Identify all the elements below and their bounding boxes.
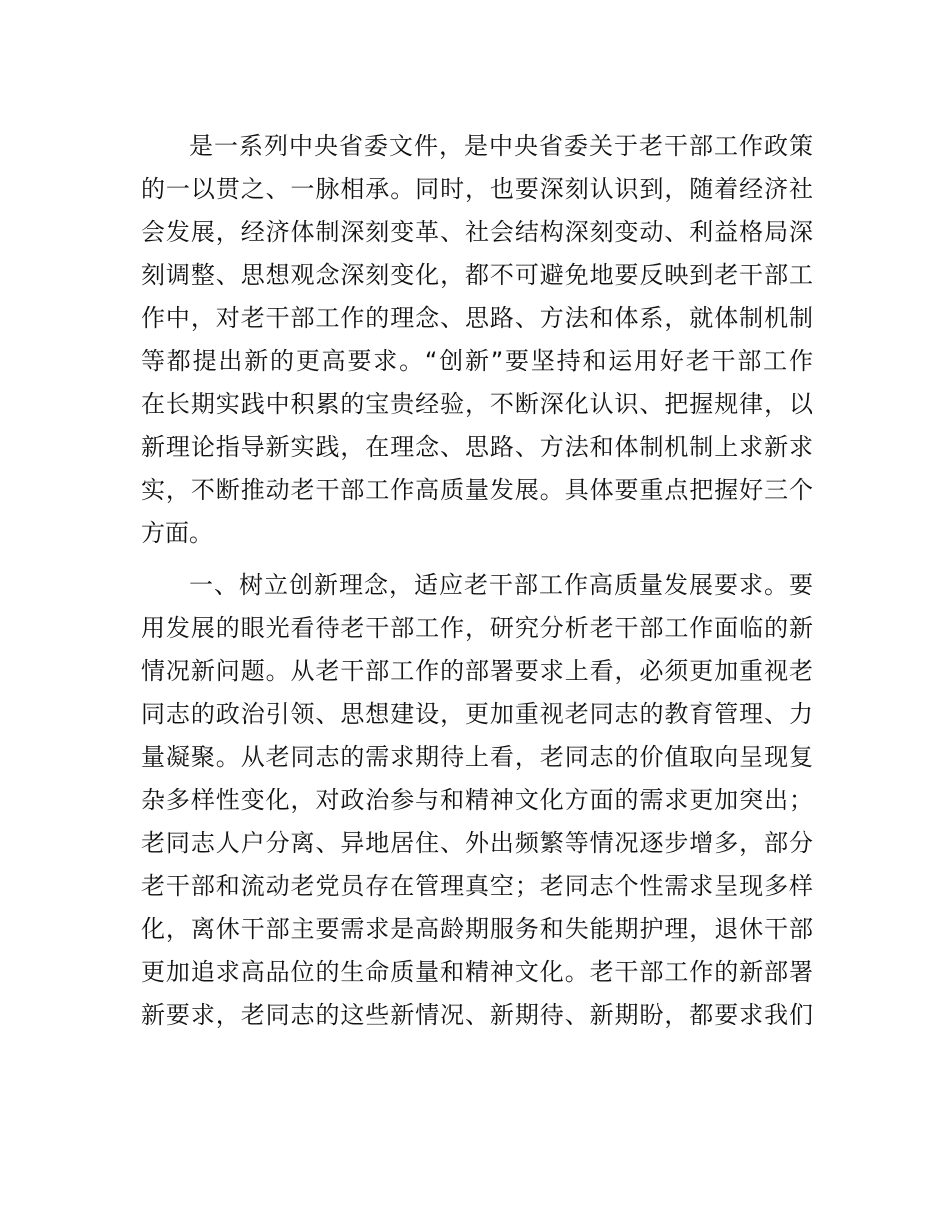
paragraph-line: 实，不断推动老干部工作高质量发展。具体要重点把握好三个 (141, 476, 813, 504)
paragraph-line-last: 方面。 (141, 519, 213, 547)
paragraph-line: 更加追求高品位的生命质量和精神文化。老干部工作的新部署 (141, 958, 813, 986)
paragraph-line: 老同志人户分离、异地居住、外出频繁等情况逐步增多，部分 (141, 829, 813, 857)
paragraph-line: 会发展，经济体制深刻变革、社会结构深刻变动、利益格局深 (141, 218, 813, 246)
paragraph-line: 新理论指导新实践，在理念、思路、方法和体制机制上求新求 (141, 433, 813, 461)
paragraph-line: 化，离休干部主要需求是高龄期服务和失能期护理，退休干部 (141, 915, 813, 943)
paragraph-line: 情况新问题。从老干部工作的部署要求上看，必须更加重视老 (141, 657, 813, 685)
paragraph-line: 用发展的眼光看待老干部工作，研究分析老干部工作面临的新 (141, 614, 813, 642)
paragraph-line: 同志的政治引领、思想建设，更加重视老同志的教育管理、力 (141, 700, 813, 728)
paragraph-line: 刻调整、思想观念深刻变化，都不可避免地要反映到老干部工 (141, 261, 813, 289)
paragraph-line: 老干部和流动老党员存在管理真空；老同志个性需求呈现多样 (141, 872, 813, 900)
paragraph-line: 新要求，老同志的这些新情况、新期待、新期盼，都要求我们 (141, 1001, 813, 1029)
paragraph-2 (141, 564, 813, 1037)
paragraph-line: 在长期实践中积累的宝贵经验，不断深化认识、把握规律，以 (141, 390, 813, 418)
paragraph-line: 的一以贯之、一脉相承。同时，也要深刻认识到，随着经济社 (141, 175, 813, 203)
paragraph-line: 是一系列中央省委文件，是中央省委关于老干部工作政策 (189, 132, 813, 160)
paragraph-line: 一、树立创新理念，适应老干部工作高质量发展要求。要 (189, 571, 813, 599)
paragraph-1 (141, 125, 813, 555)
paragraph-line: 作中，对老干部工作的理念、思路、方法和体系，就体制机制 (141, 304, 813, 332)
paragraph-line: 杂多样性变化，对政治参与和精神文化方面的需求更加突出； (141, 786, 813, 814)
paragraph-line: 等都提出新的更高要求。“创新”要坚持和运用好老干部工作 (141, 347, 813, 375)
paragraph-line: 量凝聚。从老同志的需求期待上看，老同志的价值取向呈现复 (141, 743, 813, 771)
